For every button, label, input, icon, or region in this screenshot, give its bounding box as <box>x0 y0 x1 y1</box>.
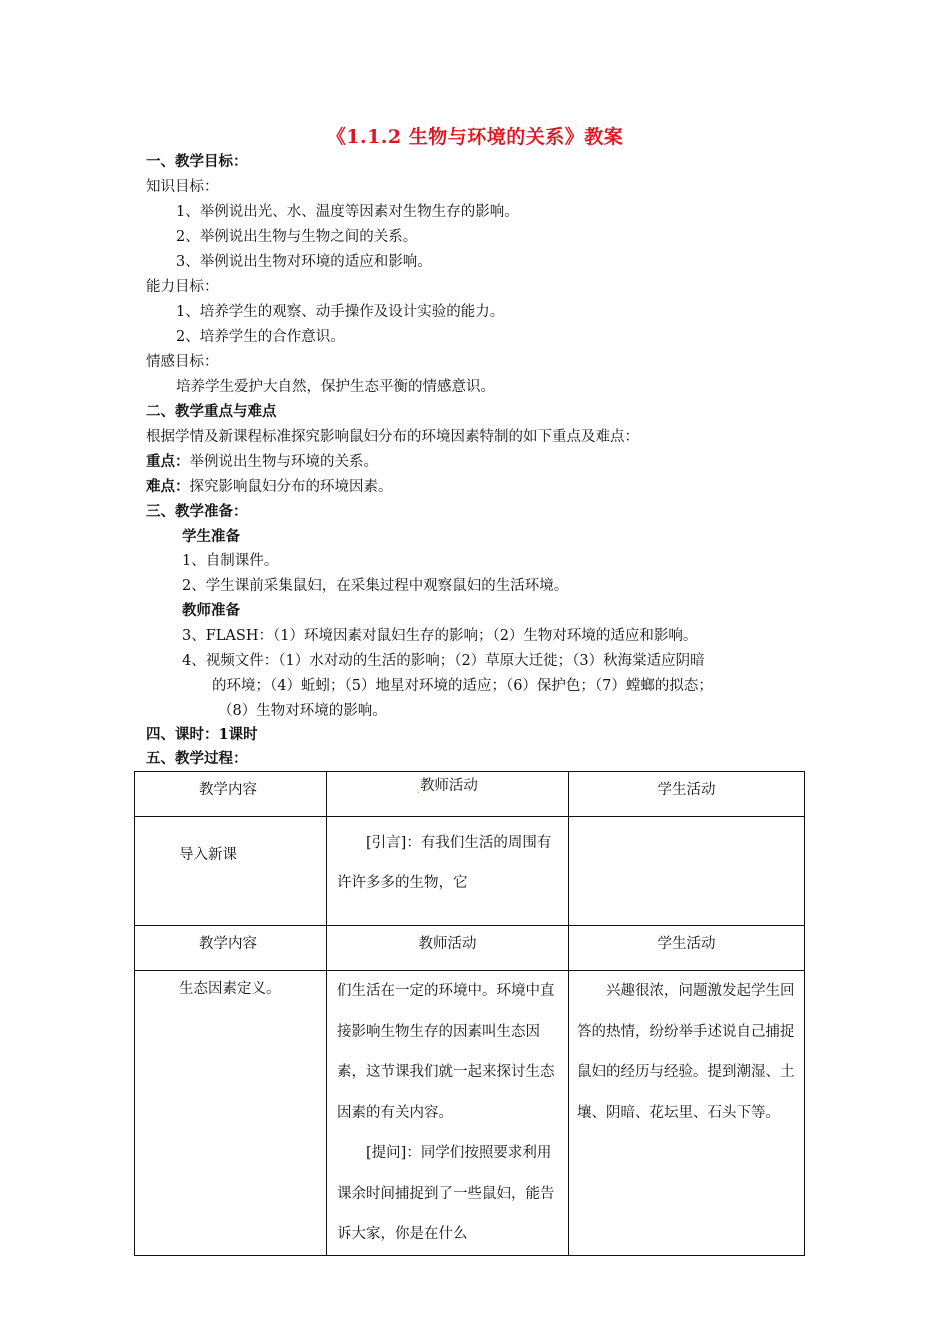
table-header-row <box>135 926 805 971</box>
section-5-heading: 五、教学过程： <box>146 750 248 767</box>
header-teacher: 教师活动 <box>327 926 569 971</box>
difficult-point-line <box>146 477 393 497</box>
table-header-row <box>135 772 805 817</box>
row-content: 生态因素定义。 <box>135 971 327 1256</box>
difficult-point-label: 难点： <box>146 478 190 495</box>
key-point-text: 举例说出生物与环境的关系。 <box>189 454 378 470</box>
ability-item: 1、培养学生的观察、动手操作及设计实验的能力。 <box>176 304 505 320</box>
table-row <box>135 817 805 926</box>
header-student: 学生活动 <box>569 926 805 971</box>
ink-dot-mark: . <box>417 786 420 796</box>
header-teacher: 教师活动 <box>419 778 478 794</box>
teacher-paragraph: 们生活在一定的环境中。环境中直接影响生物生存的因素叫生态因素，这节课我们就一起来探讨生态因素的有关内容。 <box>337 983 555 1121</box>
emotion-goals-label: 情感目标： <box>146 354 219 370</box>
teacher-prep-label: 教师准备 <box>182 602 240 619</box>
header-content: 教学内容 <box>135 772 327 817</box>
row-student-activity <box>569 817 805 926</box>
knowledge-item: 1、举例说出光、水、温度等因素对生物生存的影响。 <box>176 204 519 220</box>
key-point-line <box>146 452 378 472</box>
row-student-activity: 兴趣很浓，问题激发起学生回答的热情，纷纷举手述说自己捕捉鼠妇的经历与经验。提到潮湿、土壤、阴暗、花坛里、石头下等。 <box>569 971 805 1256</box>
knowledge-goals-label: 知识目标： <box>146 179 219 195</box>
header-student: 学生活动 <box>569 772 805 817</box>
student-prep-label: 学生准备 <box>182 528 240 545</box>
document-title: 《1.1.2 生物与环境的关系》教案 <box>326 126 624 148</box>
emotion-goal-text: 培养学生爱护大自然，保护生态平衡的情感意识。 <box>176 379 495 395</box>
teacher-paragraph: [提问]：同学们按照要求利用课余时间捕捉到了一些鼠妇，能告诉大家，你是在什么 <box>337 1145 555 1242</box>
ability-item: 2、培养学生的合作意识。 <box>176 329 345 345</box>
student-prep-item: 2、学生课前采集鼠妇，在采集过程中观察鼠妇的生活环境。 <box>182 578 569 594</box>
section-1-heading: 一、教学目标： <box>146 153 248 170</box>
knowledge-item: 3、举例说出生物对环境的适应和影响。 <box>176 254 432 270</box>
difficult-point-text: 探究影响鼠妇分布的环境因素。 <box>189 479 393 495</box>
table-row <box>135 971 805 1256</box>
header-content: 教学内容 <box>135 926 327 971</box>
key-point-label: 重点： <box>146 453 190 470</box>
header-teacher-cell <box>327 772 569 817</box>
row-teacher-activity: [引言]：有我们生活的周围有许许多多的生物，它 <box>327 817 569 926</box>
teacher-prep-flash: 3、FLASH：（1）环境因素对鼠妇生存的影响；（2）生物对环境的适应和影响。 <box>182 628 698 644</box>
lesson-process-table <box>134 771 805 1256</box>
ability-goals-label: 能力目标： <box>146 279 219 295</box>
knowledge-item: 2、举例说出生物与生物之间的关系。 <box>176 229 418 245</box>
row-content: 导入新课 <box>135 817 327 926</box>
teacher-prep-video-line: （8）生物对环境的影响。 <box>218 703 387 719</box>
section-2-heading: 二、教学重点与难点 <box>146 403 277 420</box>
teacher-prep-video-line: 4、视频文件：（1）水对动的生活的影响；（2）草原大迁徙；（3）秋海棠适应阴暗 <box>182 653 705 669</box>
student-prep-item: 1、自制课件。 <box>182 553 279 569</box>
section-4-heading: 四、课时：1课时 <box>146 726 258 743</box>
teacher-prep-video-line: 的环境；（4）蚯蚓；（5）地星对环境的适应；（6）保护色；（7）螳螂的拟态； <box>212 678 713 694</box>
section-3-heading: 三、教学准备： <box>146 503 248 520</box>
row-teacher-activity <box>327 971 569 1256</box>
key-points-intro: 根据学情及新课程标准探究影响鼠妇分布的环境因素特制的如下重点及难点： <box>146 429 639 445</box>
